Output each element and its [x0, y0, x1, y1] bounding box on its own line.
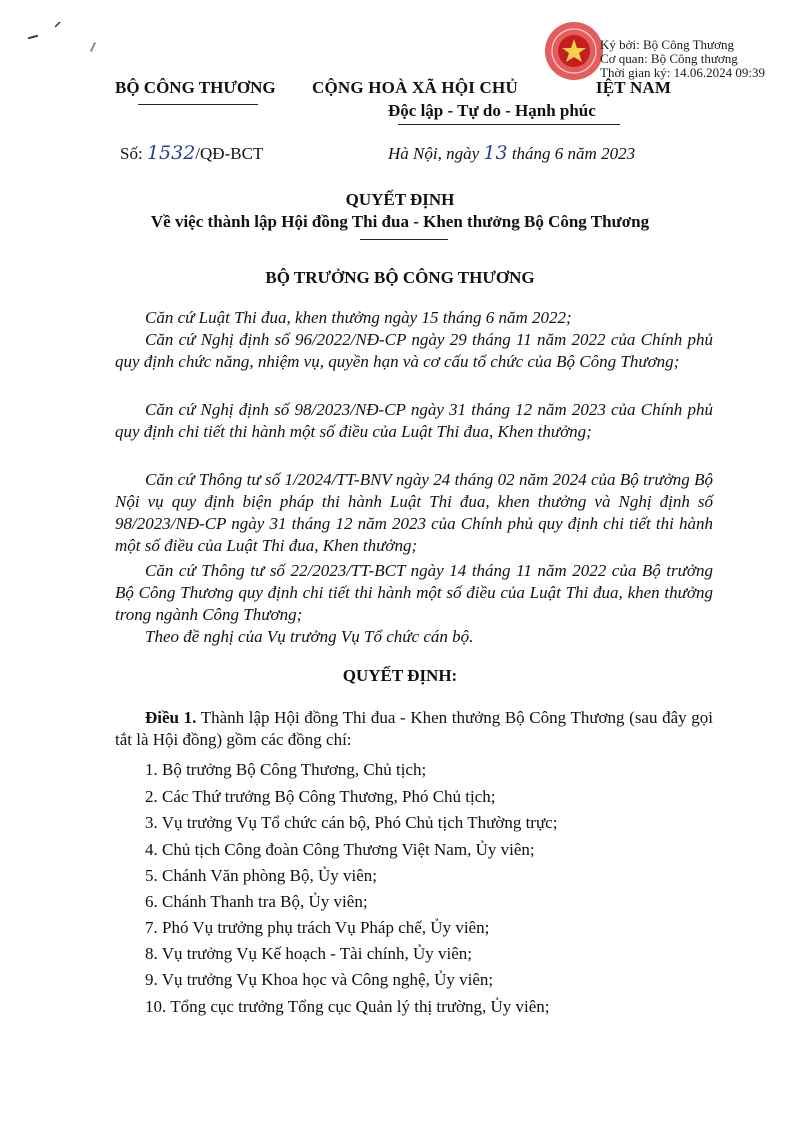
list-item: 10. Tổng cục trưởng Tổng cục Quản lý thị trường, Ủy viên;: [145, 997, 550, 1016]
handwritten-number: 1532: [146, 142, 196, 164]
list-item: 2. Các Thứ trưởng Bộ Công Thương, Phó Chủ tịch;: [145, 787, 496, 806]
legal-basis: Theo đề nghị của Vụ trưởng Vụ Tổ chức cán bộ.: [145, 627, 474, 646]
list-item: 7. Phó Vụ trưởng phụ trách Vụ Pháp chế, Ủy viên;: [145, 918, 490, 937]
article-text: Thành lập Hội đồng Thi đua - Khen thưởng Bộ Công Thương (sau đây gọi tắt là Hội đồng) gồm các đồng chí:: [115, 708, 713, 749]
document-type: QUYẾT ĐỊNH: [345, 190, 455, 209]
document-number: Số: 1532/QĐ-BCT: [120, 142, 264, 164]
legal-basis: Căn cứ Luật Thi đua, khen thưởng ngày 15 tháng 6 năm 2022;: [145, 308, 572, 327]
article-label: Điều 1.: [145, 708, 197, 727]
legal-basis: Căn cứ Thông tư số 22/2023/TT-BCT ngày 14 tháng 11 năm 2022 của Bộ trưởng Bộ Công Thương quy định chi tiết thi hành một số điều của Luật Thi đua, khen thưởng trong ngành Công Thương;: [115, 561, 713, 624]
scan-speck: [28, 35, 38, 40]
list-item: 6. Chánh Thanh tra Bộ, Ủy viên;: [145, 892, 368, 911]
issuing-agency: BỘ CÔNG THƯƠNG: [115, 78, 276, 97]
motto-underline: [398, 124, 620, 125]
legal-basis: Căn cứ Nghị định số 98/2023/NĐ-CP ngày 31 tháng 12 năm 2023 của Chính phủ quy định chi tiết thi hành một số điều của Luật Thi đua, Khen thưởng;: [115, 400, 713, 441]
legal-basis: Căn cứ Thông tư số 1/2024/TT-BNV ngày 24 tháng 02 năm 2024 của Bộ trưởng Bộ Nội vụ quy định biện pháp thi hành Luật Thi đua, khen thưởng và Nghị định số 98/2023/NĐ-CP ngày 31 tháng 12 năm 2023 của Chính phủ quy định chi tiết thi hành một số điều của Luật Thi đua, Khen thưởng;: [115, 470, 713, 555]
digital-signature-info: [600, 38, 765, 80]
issuing-authority: BỘ TRƯỞNG BỘ CÔNG THƯƠNG: [265, 268, 535, 287]
list-item: 1. Bộ trưởng Bộ Công Thương, Chủ tịch;: [145, 760, 427, 779]
scan-speck: [55, 22, 61, 28]
document-subject: Về việc thành lập Hội đồng Thi đua - Khen thưởng Bộ Công Thương: [150, 212, 650, 231]
signing-time: Thời gian ký: 14.06.2024 09:39: [600, 65, 766, 80]
list-item: 4. Chủ tịch Công đoàn Công Thương Việt Nam, Ủy viên;: [145, 840, 535, 859]
national-title-text: CỘNG HOÀ XÃ HỘI CHỦ: [312, 78, 518, 97]
scan-speck: [90, 42, 96, 52]
article-1: [115, 707, 713, 751]
agency-underline: [138, 104, 258, 105]
signing-agency: Cơ quan: Bộ Công thương: [600, 51, 738, 66]
state-emblem-seal-icon: [543, 20, 605, 82]
national-motto: Độc lập - Tự do - Hạnh phúc: [388, 101, 596, 120]
list-item: 9. Vụ trưởng Vụ Khoa học và Công nghệ, Ủy viên;: [145, 970, 494, 989]
legal-basis: Căn cứ Nghị định số 96/2022/NĐ-CP ngày 29 tháng 11 năm 2022 của Chính phủ quy định chức năng, nhiệm vụ, quyền hạn và cơ cấu tổ chức của Bộ Công Thương;: [115, 330, 713, 371]
national-title: [312, 78, 671, 98]
signed-by: Ký bởi: Bộ Công Thương: [600, 37, 734, 52]
list-item: 5. Chánh Văn phòng Bộ, Ủy viên;: [145, 866, 378, 885]
list-item: 8. Vụ trưởng Vụ Kế hoạch - Tài chính, Ủy viên;: [145, 944, 472, 963]
national-title-tail: IỆT NAM: [595, 78, 672, 97]
decision-heading: QUYẾT ĐỊNH:: [342, 666, 458, 685]
list-item: 3. Vụ trưởng Vụ Tổ chức cán bộ, Phó Chủ tịch Thường trực;: [145, 813, 558, 832]
place-and-date: Hà Nội, ngày 13 tháng 6 năm 2023: [388, 142, 636, 164]
handwritten-day: 13: [483, 142, 508, 164]
title-underline: [360, 239, 448, 240]
